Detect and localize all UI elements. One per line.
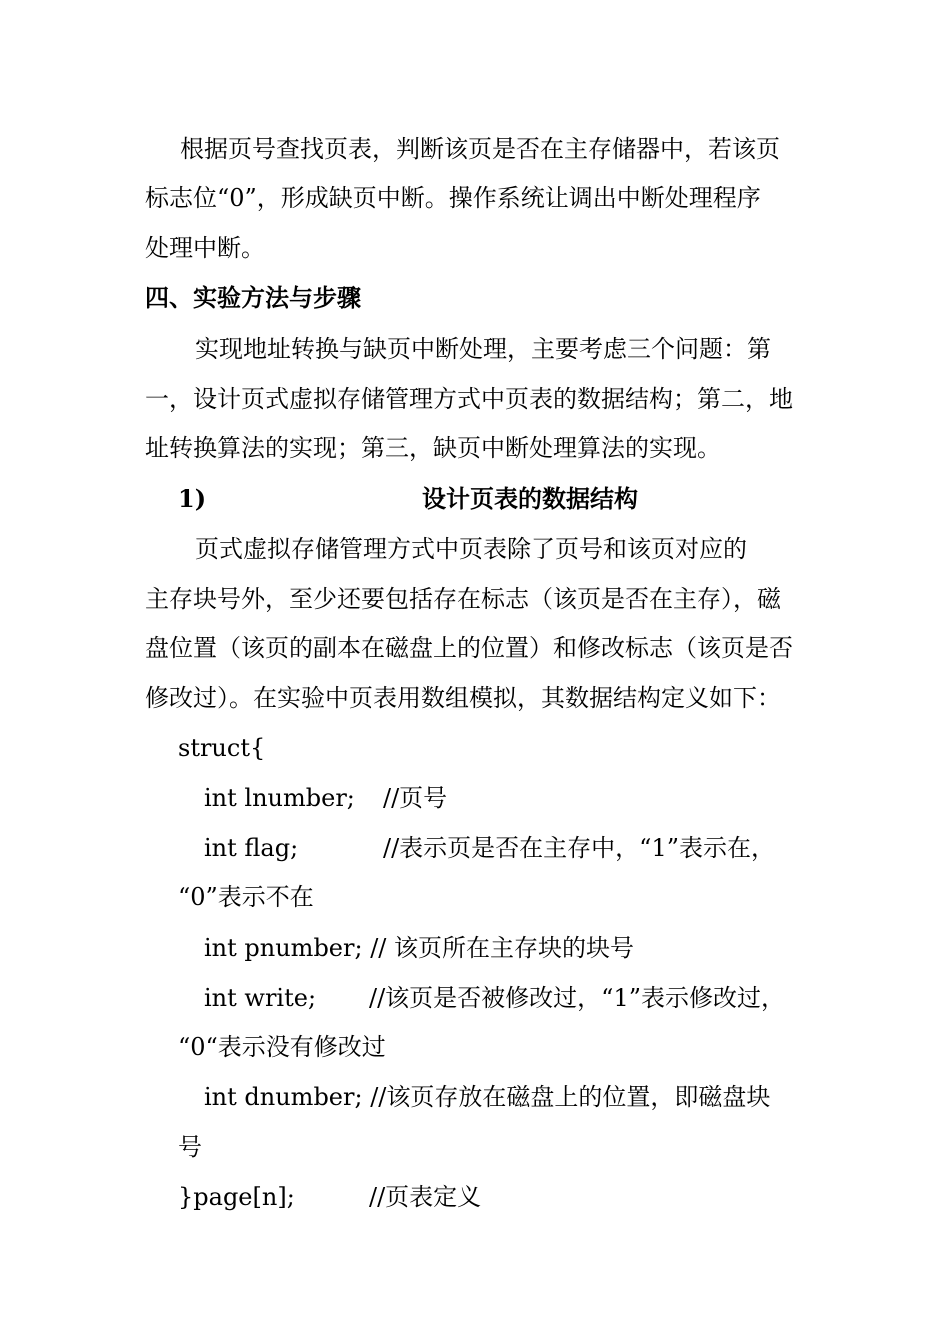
paragraph-line: 主存块号外，至少还要包括存在标志（该页是否在主存），磁 — [145, 585, 781, 613]
paragraph-line: 一，设计页式虚拟存储管理方式中页表的数据结构；第二，地 — [145, 385, 793, 413]
paragraph-line: 根据页号查找页表，判断该页是否在主存储器中，若该页 — [180, 135, 780, 163]
code-line: struct{ — [178, 734, 266, 762]
paragraph-line: 址转换算法的实现；第三，缺页中断处理算法的实现。 — [145, 434, 721, 462]
paragraph-line: 标志位“0”，形成缺页中断。操作系统让调出中断处理程序 — [145, 184, 761, 212]
paragraph-line: 盘位置（该页的副本在磁盘上的位置）和修改标志（该页是否 — [145, 634, 793, 662]
code-line: }page[n]; — [178, 1183, 295, 1211]
code-comment: “0”表示不在 — [178, 883, 314, 911]
code-line: int pnumber; // 该页所在主存块的块号 — [204, 934, 634, 962]
paragraph-line: 处理中断。 — [145, 234, 265, 262]
code-line: int write; — [204, 984, 317, 1012]
code-line: int lnumber; — [204, 784, 355, 812]
code-line: int flag; — [204, 834, 299, 862]
paragraph-line: 实现地址转换与缺页中断处理，主要考虑三个问题：第 — [195, 335, 771, 363]
code-line: int dnumber; //该页存放在磁盘上的位置，即磁盘块 — [204, 1083, 771, 1111]
code-comment: //页号 — [383, 784, 448, 812]
code-comment: //该页是否被修改过，“1”表示修改过， — [369, 984, 785, 1012]
code-comment: //页表定义 — [369, 1183, 482, 1211]
code-comment: //表示页是否在主存中，“1”表示在， — [383, 834, 775, 862]
paragraph-line: 页式虚拟存储管理方式中页表除了页号和该页对应的 — [195, 535, 747, 563]
subsection-title: 设计页表的数据结构 — [422, 484, 638, 513]
subsection-number: 1) — [178, 484, 207, 513]
code-comment: “0“表示没有修改过 — [178, 1033, 386, 1061]
paragraph-line: 修改过）。在实验中页表用数组模拟，其数据结构定义如下： — [145, 684, 781, 712]
section-heading: 四、实验方法与步骤 — [145, 283, 361, 312]
code-comment: 号 — [178, 1133, 202, 1161]
